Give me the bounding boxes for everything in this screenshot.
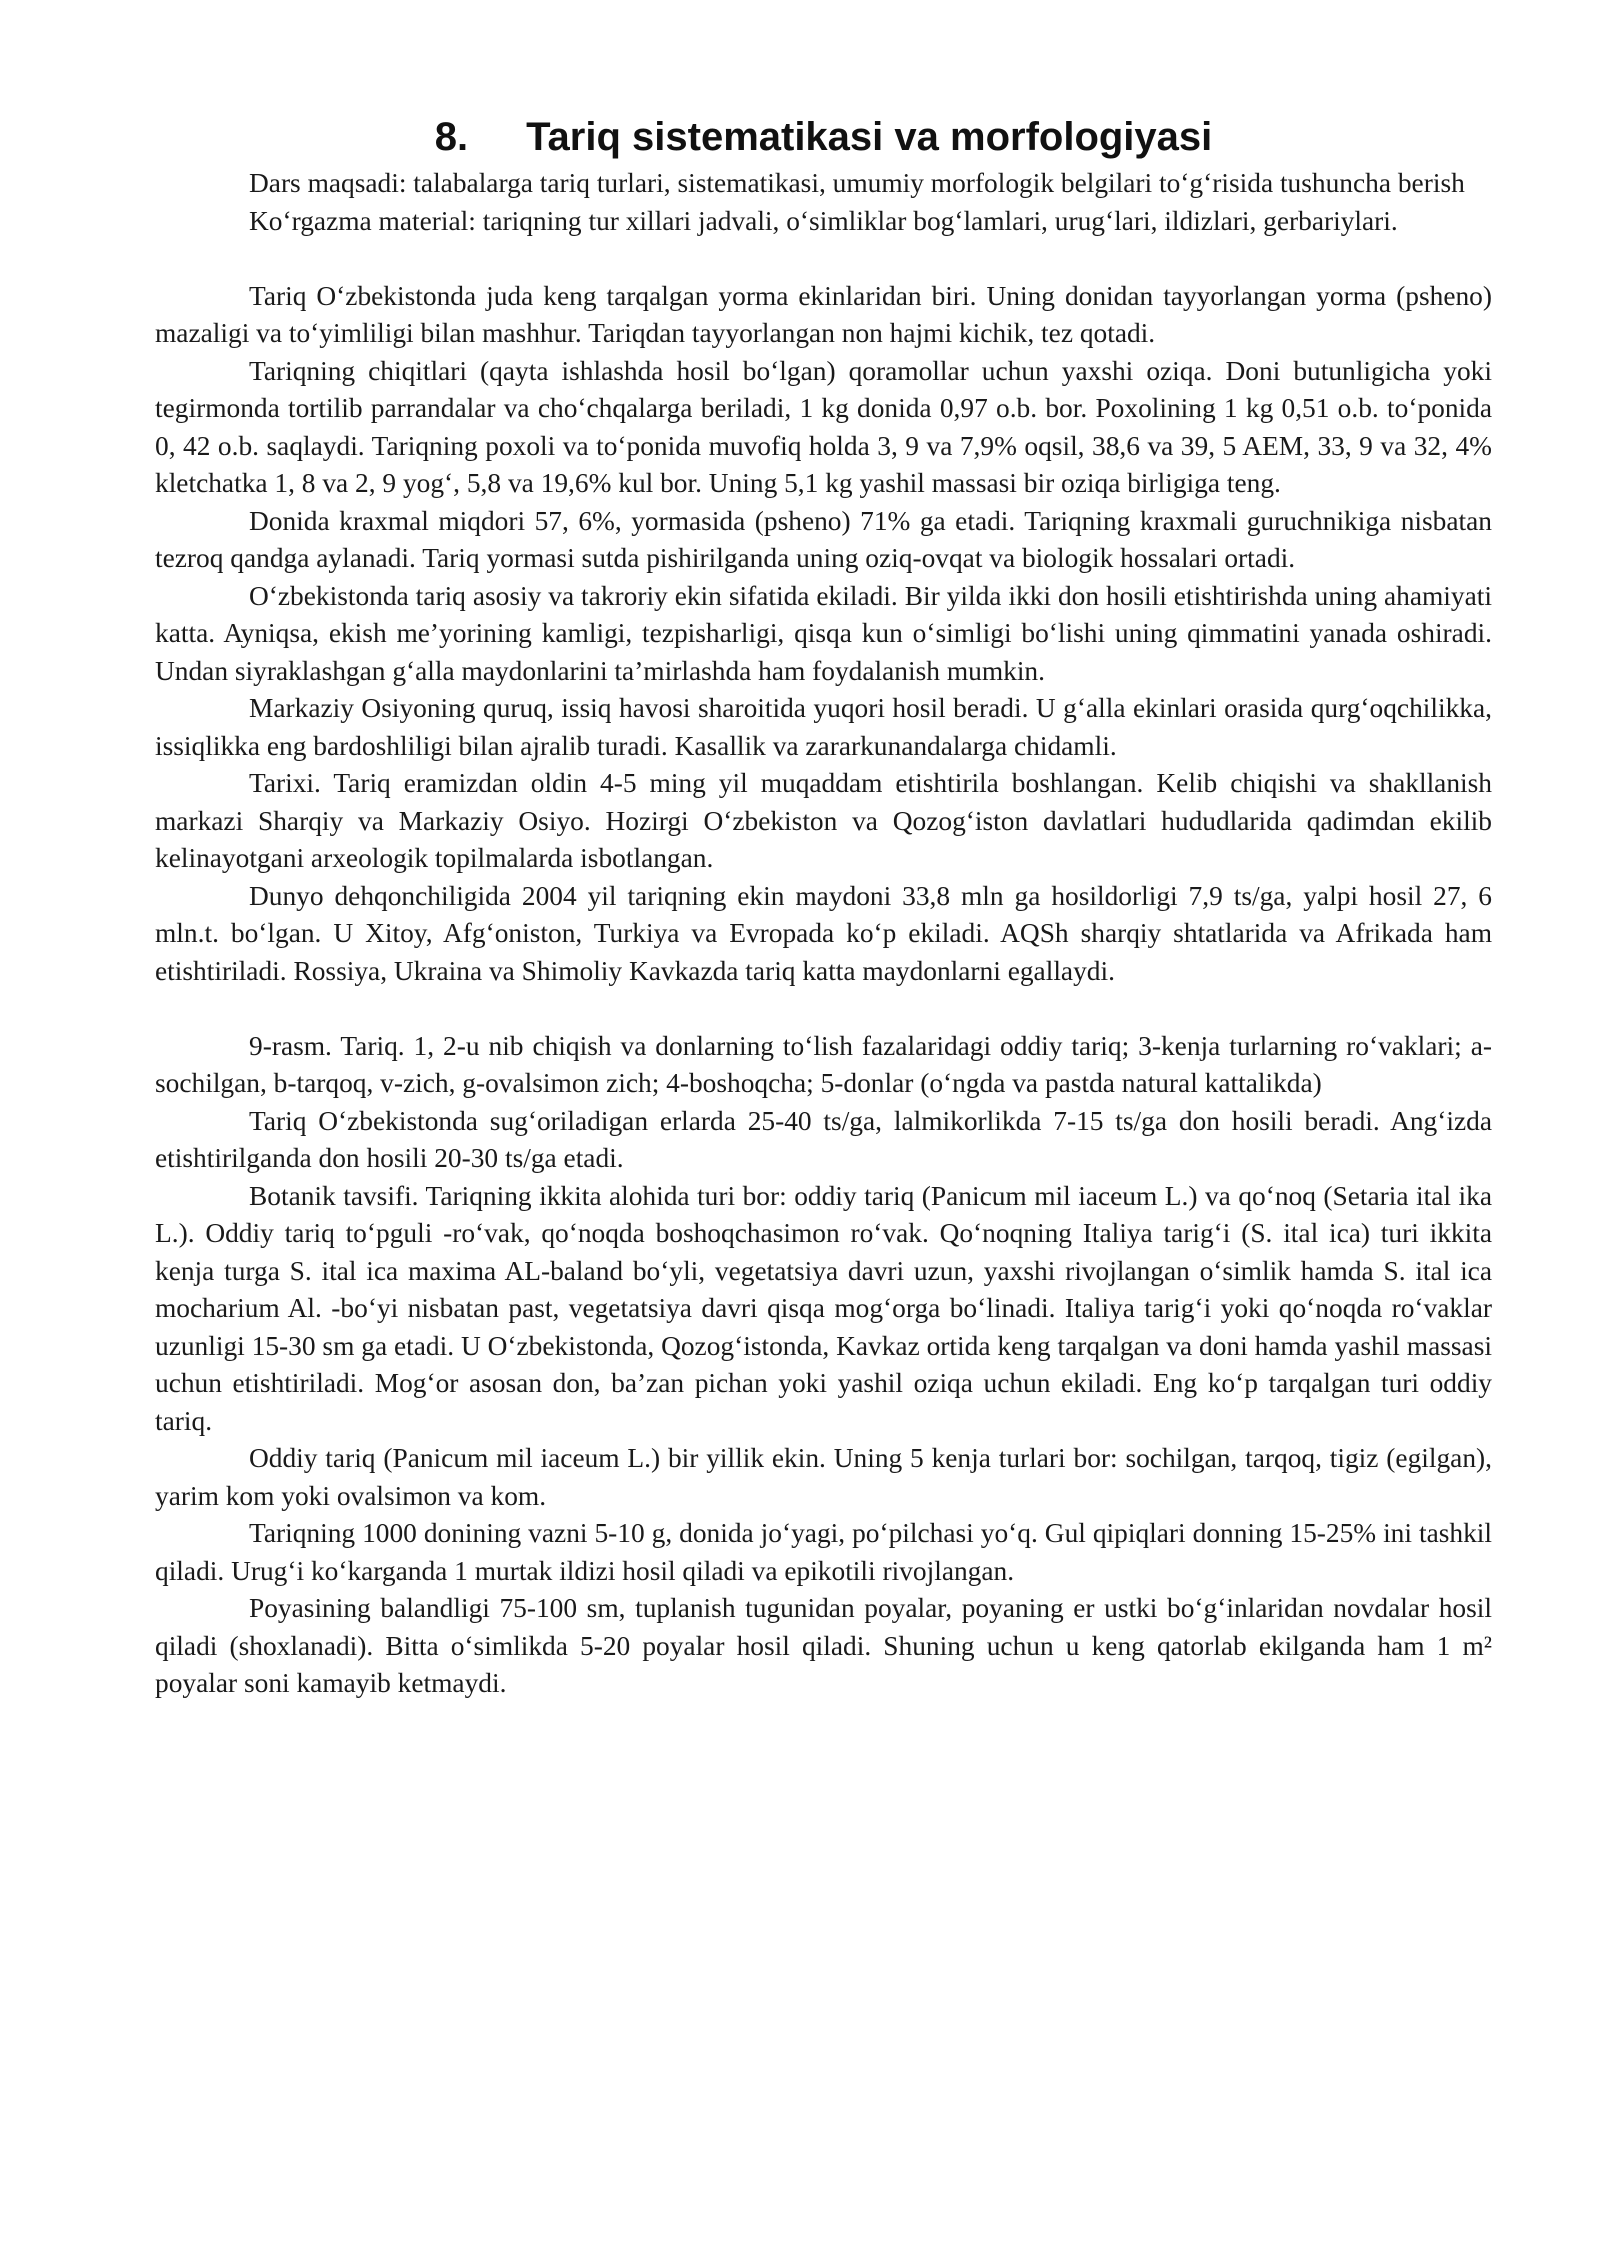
section-number: 8. — [434, 115, 469, 159]
figure-caption: 9-rasm. Tariq. 1, 2-u nib chiqish va donlarning to‘lish fazalaridagi oddiy tariq; 3-kenja turlarning ro‘vaklari; a-sochilgan, b-tarqoq, v-zich, g-ovalsimon zich; 4-boshoqcha; 5-donlar (o‘ngda va pastda natural kattalikda) — [155, 1030, 1492, 1098]
paragraph-display-material: Ko‘rgazma material: tariqning tur xillari jadvali, o‘simliklar bog‘lamlari, urug‘lari, ildizlari, gerbariylari. — [249, 205, 1398, 236]
paragraph-history: Tarixi. Tariq eramizdan oldin 4-5 ming yil muqaddam etishtirila boshlangan. Kelib chiqishi va shakllanish markazi Sharqiy va Markaziy Osiyo. Hozirgi O‘zbekiston va Qozog‘iston davlatlari hududlarida qadimdan ekilib kelinayotgani arxeologik topilmalarda isbotlangan. — [155, 768, 1492, 873]
paragraph-yield: Tariq O‘zbekistonda sug‘oriladigan erlarda 25-40 ts/ga, lalmikorlikda 7-15 ts/ga don hosili beradi. Ang‘izda etishtirilganda don hosili 20-30 ts/ga etadi. — [155, 1105, 1492, 1173]
paragraph-lesson-goal: Dars maqsadi: talabalarga tariq turlari, sistematikasi, umumiy morfologik belgilari to‘g‘risida tushuncha berish — [249, 168, 1465, 198]
page-title — [155, 112, 1492, 162]
paragraph-botanical-description: Botanik tavsifi. Tariqning ikkita alohida turi bor: oddiy tariq (Panicum mil iaceum L.) va qo‘noq (Setaria ital ika L.). Oddiy tariq to‘pguli -ro‘vak, qo‘noqda boshoqchasimon ro‘vak. Qo‘noqning Italiya tarig‘i (S. ital ica) turi ikkita kenja turga S. ital ica maxima AL-baland bo‘yli, vegetatsiya davri uzun, yaxshi rivojlangan o‘simlik hamda S. ital ica mocharium Al. -bo‘yi nisbatan past, vegetatsiya davri qisqa mog‘orga bo‘linadi. Italiya tarig‘i yoki qo‘noqda ro‘vaklar uzunligi 15-30 sm ga etadi. U O‘zbekistonda, Qozog‘istonda, Kavkaz ortida keng tarqalgan va doni hamda yashil massasi uchun etishtiriladi. Mog‘or asosan don, ba’zan pichan yoki yashil oziqa uchun ekiladi. Eng ko‘p tarqalgan turi oddiy tariq. — [155, 1180, 1492, 1436]
blank-line — [155, 990, 1492, 1028]
paragraph-stem: Poyasining balandligi 75-100 sm, tuplanish tugunidan poyalar, poyaning er ustki bo‘g‘inlaridan novdalar hosil qiladi (shoxlanadi). Bitta o‘simlikda 5-20 poyalar hosil qiladi. Shuning uchun u keng qatorlab ekilganda ham 1 m² poyalar soni kamayib ketmaydi. — [155, 1593, 1492, 1698]
paragraph-intro: Tariq O‘zbekistonda juda keng tarqalgan yorma ekinlaridan biri. Uning donidan tayyorlangan yorma (psheno) mazaligi va to‘yimliligi bilan mashhur. Tariqdan tayyorlangan non hajmi kichik, tez qotadi. — [155, 280, 1492, 348]
paragraph-starch: Donida kraxmal miqdori 57, 6%, yormasida (psheno) 71% ga etadi. Tariqning kraxmali guruchnikiga nisbatan tezroq qandga aylanadi. Tariq yormasi sutda pishirilganda uning oziq-ovqat va biologik hossalari ortadi. — [155, 505, 1492, 573]
paragraph-grain-weight: Tariqning 1000 donining vazni 5-10 g, donida jo‘yagi, po‘pilchasi yo‘q. Gul qipiqlari donning 15-25% ini tashkil qiladi. Urug‘i ko‘karganda 1 murtak ildizi hosil qiladi va epikotili rivojlangan. — [155, 1518, 1492, 1586]
paragraph-common-millet: Oddiy tariq (Panicum mil iaceum L.) bir yillik ekin. Uning 5 kenja turlari bor: sochilgan, tarqoq, tigiz (egilgan), yarim kom yoki ovalsimon va kom. — [155, 1443, 1492, 1511]
paragraph-world-production: Dunyo dehqonchiligida 2004 yil tariqning ekin maydoni 33,8 mln ga hosildorligi 7,9 ts/ga, yalpi hosil 27, 6 mln.t. bo‘lgan. U Xitoy, Afg‘oniston, Turkiya va Evropada ko‘p ekiladi. AQSh sharqiy shtatlarida va Afrikada ham etishtiriladi. Rossiya, Ukraina va Shimoliy Kavkazda tariq katta maydonlarni egallaydi. — [155, 880, 1492, 986]
paragraph-climate: Markaziy Osiyoning quruq, issiq havosi sharoitida yuqori hosil beradi. U g‘alla ekinlari orasida qurg‘oqchilikka, issiqlikka eng bardoshliligi bilan ajralib turadi. Kasallik va zararkunandalarga chidamli. — [155, 693, 1492, 761]
paragraph-byproducts: Tariqning chiqitlari (qayta ishlashda hosil bo‘lgan) qoramollar uchun yaxshi oziqa. Doni butunligicha yoki tegirmonda tortilib parrandalar va cho‘chqalarga beriladi, 1 kg donida 0,97 o.b. bor. Poxolining 1 kg 0,51 o.b. to‘ponida 0, 42 o.b. saqlaydi. Tariqning poxoli va to‘ponida muvofiq holda 3, 9 va 7,9% oqsil, 38,6 va 39, 5 AEM, 33, 9 va 32, 4% kletchatka 1, 8 va 2, 9 yog‘, 5,8 va 19,6% kul bor. Uning 5,1 kg yashil massasi bir oziqa birligiga teng. — [155, 355, 1492, 498]
section-title: Tariq sistematikasi va morfologiyasi — [526, 115, 1213, 159]
paragraph-uzbekistan-cropping: O‘zbekistonda tariq asosiy va takroriy ekin sifatida ekiladi. Bir yilda ikki don hosili etishtirishda uning ahamiyati katta. Ayniqsa, ekish me’yorining kamligi, tezpisharligi, qisqa kun o‘simligi bo‘lishi uning qimmatini yanada oshiradi. Undan siyraklashgan g‘alla maydonlarini ta’mirlashda ham foydalanish mumkin. — [155, 580, 1492, 686]
blank-line — [155, 240, 1492, 278]
